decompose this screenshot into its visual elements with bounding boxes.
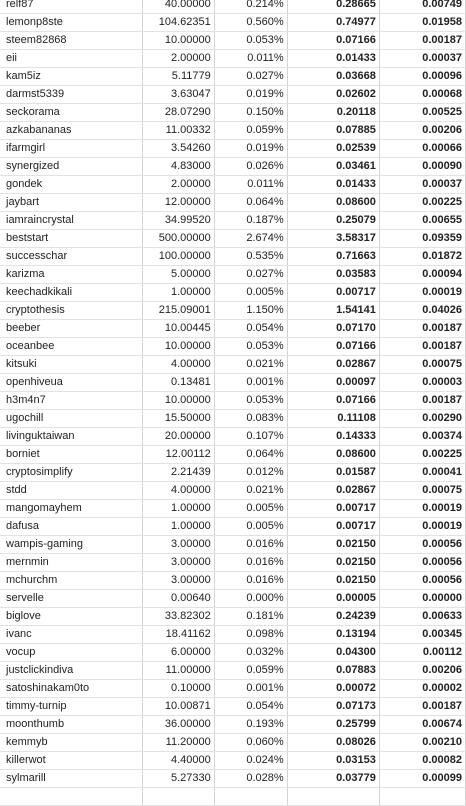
share-percent-cell[interactable]: 0.000% [214, 590, 287, 608]
table-row[interactable] [0, 536, 466, 554]
value-b-cell[interactable]: 0.00225 [379, 446, 465, 464]
value-b-cell[interactable]: 0.00187 [379, 320, 465, 338]
amount-cell[interactable] [142, 788, 214, 806]
table-row[interactable] [0, 626, 466, 644]
share-percent-cell[interactable]: 0.053% [214, 32, 287, 50]
value-b-cell[interactable]: 0.00019 [379, 500, 465, 518]
table-row[interactable] [0, 482, 466, 500]
table-row[interactable] [0, 122, 466, 140]
value-b-cell[interactable] [379, 788, 465, 806]
amount-cell[interactable]: 4.83000 [142, 158, 214, 176]
account-cell[interactable]: kam5iz [0, 68, 142, 86]
value-b-cell[interactable]: 0.00041 [379, 464, 465, 482]
value-b-cell[interactable]: 0.00290 [379, 410, 465, 428]
value-b-cell[interactable]: 0.00525 [379, 104, 465, 122]
table-row[interactable] [0, 554, 466, 572]
table-row[interactable] [0, 410, 466, 428]
table-row[interactable] [0, 734, 466, 752]
value-a-cell[interactable]: 0.25079 [287, 212, 379, 230]
value-a-cell[interactable]: 0.07166 [287, 392, 379, 410]
value-a-cell[interactable]: 0.03779 [287, 770, 379, 788]
share-percent-cell[interactable]: 0.187% [214, 212, 287, 230]
amount-cell[interactable]: 2.00000 [142, 50, 214, 68]
account-cell[interactable]: beeber [0, 320, 142, 338]
amount-cell[interactable]: 2.00000 [142, 176, 214, 194]
value-b-cell[interactable]: 0.00633 [379, 608, 465, 626]
account-cell[interactable]: steem82868 [0, 32, 142, 50]
share-percent-cell[interactable]: 0.107% [214, 428, 287, 446]
amount-cell[interactable]: 5.00000 [142, 266, 214, 284]
value-b-cell[interactable]: 0.04026 [379, 302, 465, 320]
table-row[interactable] [0, 500, 466, 518]
value-b-cell[interactable]: 0.00075 [379, 482, 465, 500]
table-row[interactable] [0, 68, 466, 86]
value-a-cell[interactable]: 0.07170 [287, 320, 379, 338]
table-row[interactable] [0, 248, 466, 266]
share-percent-cell[interactable]: 0.214% [214, 0, 287, 14]
value-a-cell[interactable]: 1.54141 [287, 302, 379, 320]
account-cell[interactable]: satoshinakam0to [0, 680, 142, 698]
value-b-cell[interactable]: 0.00674 [379, 716, 465, 734]
value-b-cell[interactable]: 0.00749 [379, 0, 465, 14]
amount-cell[interactable]: 28.07290 [142, 104, 214, 122]
value-a-cell[interactable]: 0.25799 [287, 716, 379, 734]
value-a-cell[interactable]: 0.07166 [287, 32, 379, 50]
value-b-cell[interactable]: 0.00655 [379, 212, 465, 230]
value-a-cell[interactable]: 0.20118 [287, 104, 379, 122]
table-row[interactable] [0, 644, 466, 662]
account-cell[interactable]: synergized [0, 158, 142, 176]
value-b-cell[interactable]: 0.00037 [379, 176, 465, 194]
share-percent-cell[interactable]: 0.054% [214, 698, 287, 716]
value-b-cell[interactable]: 0.00075 [379, 356, 465, 374]
amount-cell[interactable]: 2.21439 [142, 464, 214, 482]
table-row[interactable] [0, 176, 466, 194]
amount-cell[interactable]: 12.00000 [142, 194, 214, 212]
value-a-cell[interactable]: 0.03583 [287, 266, 379, 284]
table-row[interactable] [0, 680, 466, 698]
share-percent-cell[interactable]: 0.016% [214, 536, 287, 554]
value-b-cell[interactable]: 0.00187 [379, 338, 465, 356]
share-percent-cell[interactable]: 0.001% [214, 680, 287, 698]
value-b-cell[interactable]: 0.00002 [379, 680, 465, 698]
account-cell[interactable]: vocup [0, 644, 142, 662]
account-cell[interactable]: iamraincrystal [0, 212, 142, 230]
share-percent-cell[interactable]: 0.064% [214, 446, 287, 464]
value-b-cell[interactable]: 0.00345 [379, 626, 465, 644]
account-cell[interactable]: seckorama [0, 104, 142, 122]
account-cell[interactable]: livinguktaiwan [0, 428, 142, 446]
account-cell[interactable]: kemmyb [0, 734, 142, 752]
amount-cell[interactable]: 0.10000 [142, 680, 214, 698]
account-cell[interactable]: relf87 [0, 0, 142, 14]
share-percent-cell[interactable]: 0.560% [214, 14, 287, 32]
table-row[interactable] [0, 572, 466, 590]
share-percent-cell[interactable]: 0.021% [214, 482, 287, 500]
amount-cell[interactable]: 11.20000 [142, 734, 214, 752]
value-b-cell[interactable]: 0.00019 [379, 284, 465, 302]
amount-cell[interactable]: 0.00640 [142, 590, 214, 608]
amount-cell[interactable]: 40.00000 [142, 0, 214, 14]
amount-cell[interactable]: 33.82302 [142, 608, 214, 626]
amount-cell[interactable]: 11.00000 [142, 662, 214, 680]
account-cell[interactable]: biglove [0, 608, 142, 626]
amount-cell[interactable]: 20.00000 [142, 428, 214, 446]
value-b-cell[interactable]: 0.00037 [379, 50, 465, 68]
account-cell[interactable]: ifarmgirl [0, 140, 142, 158]
table-row[interactable] [0, 32, 466, 50]
value-a-cell[interactable]: 0.02150 [287, 536, 379, 554]
value-b-cell[interactable]: 0.00056 [379, 572, 465, 590]
amount-cell[interactable]: 3.00000 [142, 536, 214, 554]
share-percent-cell[interactable]: 0.027% [214, 68, 287, 86]
value-a-cell[interactable]: 0.03668 [287, 68, 379, 86]
account-cell[interactable]: cryptothesis [0, 302, 142, 320]
share-percent-cell[interactable]: 0.027% [214, 266, 287, 284]
value-b-cell[interactable]: 0.00187 [379, 392, 465, 410]
table-row[interactable] [0, 770, 466, 788]
share-percent-cell[interactable]: 0.005% [214, 284, 287, 302]
value-a-cell[interactable]: 0.00717 [287, 500, 379, 518]
share-percent-cell[interactable]: 2.674% [214, 230, 287, 248]
share-percent-cell[interactable]: 0.011% [214, 176, 287, 194]
amount-cell[interactable]: 5.27330 [142, 770, 214, 788]
value-a-cell[interactable]: 0.00717 [287, 284, 379, 302]
share-percent-cell[interactable]: 0.005% [214, 518, 287, 536]
table-row[interactable] [0, 104, 466, 122]
table-row[interactable] [0, 464, 466, 482]
value-a-cell[interactable]: 0.11108 [287, 410, 379, 428]
amount-cell[interactable]: 215.09001 [142, 302, 214, 320]
account-cell[interactable]: keechadkikali [0, 284, 142, 302]
account-cell[interactable]: cryptosimplify [0, 464, 142, 482]
account-cell[interactable]: dafusa [0, 518, 142, 536]
account-cell[interactable]: mangomayhem [0, 500, 142, 518]
account-cell[interactable]: oceanbee [0, 338, 142, 356]
share-percent-cell[interactable]: 0.083% [214, 410, 287, 428]
account-cell[interactable]: moonthumb [0, 716, 142, 734]
share-percent-cell[interactable]: 0.016% [214, 554, 287, 572]
value-a-cell[interactable]: 0.00005 [287, 590, 379, 608]
account-cell[interactable]: mernmin [0, 554, 142, 572]
account-cell[interactable]: gondek [0, 176, 142, 194]
value-b-cell[interactable]: 0.00112 [379, 644, 465, 662]
value-a-cell[interactable]: 0.03153 [287, 752, 379, 770]
value-b-cell[interactable]: 0.00225 [379, 194, 465, 212]
share-percent-cell[interactable]: 0.019% [214, 86, 287, 104]
table-row[interactable] [0, 140, 466, 158]
value-b-cell[interactable]: 0.00068 [379, 86, 465, 104]
share-percent-cell[interactable]: 0.059% [214, 662, 287, 680]
share-percent-cell[interactable]: 0.053% [214, 392, 287, 410]
account-cell[interactable]: ivanc [0, 626, 142, 644]
amount-cell[interactable]: 4.40000 [142, 752, 214, 770]
share-percent-cell[interactable]: 0.053% [214, 338, 287, 356]
value-b-cell[interactable]: 0.00187 [379, 698, 465, 716]
value-a-cell[interactable]: 0.24239 [287, 608, 379, 626]
table-row[interactable] [0, 356, 466, 374]
value-b-cell[interactable]: 0.00210 [379, 734, 465, 752]
table-row[interactable] [0, 302, 466, 320]
value-a-cell[interactable]: 0.07166 [287, 338, 379, 356]
amount-cell[interactable]: 3.00000 [142, 572, 214, 590]
value-b-cell[interactable]: 0.00056 [379, 554, 465, 572]
amount-cell[interactable]: 1.00000 [142, 518, 214, 536]
value-a-cell[interactable]: 0.01587 [287, 464, 379, 482]
amount-cell[interactable]: 18.41162 [142, 626, 214, 644]
table-row[interactable] [0, 590, 466, 608]
amount-cell[interactable]: 3.00000 [142, 554, 214, 572]
account-cell[interactable]: sylmarill [0, 770, 142, 788]
table-row[interactable] [0, 374, 466, 392]
value-b-cell[interactable]: 0.00066 [379, 140, 465, 158]
share-percent-cell[interactable]: 0.011% [214, 50, 287, 68]
table-row[interactable] [0, 230, 466, 248]
table-row[interactable] [0, 518, 466, 536]
share-percent-cell[interactable]: 0.150% [214, 104, 287, 122]
share-percent-cell[interactable]: 0.005% [214, 500, 287, 518]
value-b-cell[interactable]: 0.00206 [379, 122, 465, 140]
account-cell[interactable]: karizma [0, 266, 142, 284]
value-a-cell[interactable]: 0.01433 [287, 176, 379, 194]
value-a-cell[interactable]: 0.07885 [287, 122, 379, 140]
amount-cell[interactable]: 0.13481 [142, 374, 214, 392]
amount-cell[interactable]: 10.00000 [142, 338, 214, 356]
value-a-cell[interactable]: 0.08026 [287, 734, 379, 752]
share-percent-cell[interactable]: 0.019% [214, 140, 287, 158]
account-cell[interactable]: ugochill [0, 410, 142, 428]
account-cell[interactable] [0, 788, 142, 806]
table-row[interactable] [0, 194, 466, 212]
value-b-cell[interactable]: 0.00090 [379, 158, 465, 176]
value-a-cell[interactable]: 0.02150 [287, 554, 379, 572]
value-b-cell[interactable]: 0.00000 [379, 590, 465, 608]
share-percent-cell[interactable]: 0.193% [214, 716, 287, 734]
amount-cell[interactable]: 100.00000 [142, 248, 214, 266]
table-row[interactable] [0, 14, 466, 32]
amount-cell[interactable]: 1.00000 [142, 500, 214, 518]
amount-cell[interactable]: 4.00000 [142, 356, 214, 374]
amount-cell[interactable]: 10.00871 [142, 698, 214, 716]
account-cell[interactable]: kitsuki [0, 356, 142, 374]
amount-cell[interactable]: 1.00000 [142, 284, 214, 302]
value-a-cell[interactable]: 0.14333 [287, 428, 379, 446]
share-percent-cell[interactable]: 0.026% [214, 158, 287, 176]
amount-cell[interactable]: 10.00445 [142, 320, 214, 338]
account-cell[interactable]: justclickindiva [0, 662, 142, 680]
amount-cell[interactable]: 104.62351 [142, 14, 214, 32]
value-b-cell[interactable]: 0.00206 [379, 662, 465, 680]
table-row[interactable] [0, 788, 466, 806]
share-percent-cell[interactable]: 0.028% [214, 770, 287, 788]
account-cell[interactable]: servelle [0, 590, 142, 608]
value-a-cell[interactable]: 0.08600 [287, 194, 379, 212]
amount-cell[interactable]: 6.00000 [142, 644, 214, 662]
value-a-cell[interactable]: 3.58317 [287, 230, 379, 248]
share-percent-cell[interactable]: 0.012% [214, 464, 287, 482]
value-b-cell[interactable]: 0.09359 [379, 230, 465, 248]
amount-cell[interactable]: 15.50000 [142, 410, 214, 428]
value-b-cell[interactable]: 0.00056 [379, 536, 465, 554]
account-cell[interactable]: borniet [0, 446, 142, 464]
table-row[interactable] [0, 212, 466, 230]
value-b-cell[interactable]: 0.00003 [379, 374, 465, 392]
share-percent-cell[interactable]: 0.098% [214, 626, 287, 644]
account-cell[interactable]: stdd [0, 482, 142, 500]
account-cell[interactable]: beststart [0, 230, 142, 248]
share-percent-cell[interactable]: 1.150% [214, 302, 287, 320]
share-percent-cell[interactable]: 0.060% [214, 734, 287, 752]
table-row[interactable] [0, 608, 466, 626]
value-b-cell[interactable]: 0.01958 [379, 14, 465, 32]
value-a-cell[interactable]: 0.71663 [287, 248, 379, 266]
table-row[interactable] [0, 428, 466, 446]
share-percent-cell[interactable] [214, 788, 287, 806]
value-a-cell[interactable]: 0.00072 [287, 680, 379, 698]
value-b-cell[interactable]: 0.00096 [379, 68, 465, 86]
value-a-cell[interactable]: 0.00097 [287, 374, 379, 392]
account-cell[interactable]: timmy-turnip [0, 698, 142, 716]
value-a-cell[interactable]: 0.02539 [287, 140, 379, 158]
amount-cell[interactable]: 36.00000 [142, 716, 214, 734]
value-a-cell[interactable]: 0.28665 [287, 0, 379, 14]
share-percent-cell[interactable]: 0.016% [214, 572, 287, 590]
table-row[interactable] [0, 86, 466, 104]
value-a-cell[interactable]: 0.02867 [287, 482, 379, 500]
amount-cell[interactable]: 4.00000 [142, 482, 214, 500]
share-percent-cell[interactable]: 0.024% [214, 752, 287, 770]
amount-cell[interactable]: 10.00000 [142, 392, 214, 410]
account-cell[interactable]: h3m4n7 [0, 392, 142, 410]
table-row[interactable] [0, 698, 466, 716]
account-cell[interactable]: lemonp8ste [0, 14, 142, 32]
value-a-cell[interactable]: 0.07173 [287, 698, 379, 716]
table-row[interactable] [0, 320, 466, 338]
amount-cell[interactable]: 11.00332 [142, 122, 214, 140]
value-a-cell[interactable] [287, 788, 379, 806]
table-row[interactable] [0, 446, 466, 464]
table-row[interactable] [0, 0, 466, 14]
share-percent-cell[interactable]: 0.001% [214, 374, 287, 392]
table-row[interactable] [0, 50, 466, 68]
table-row[interactable] [0, 662, 466, 680]
table-row[interactable] [0, 158, 466, 176]
amount-cell[interactable]: 500.00000 [142, 230, 214, 248]
value-a-cell[interactable]: 0.04300 [287, 644, 379, 662]
value-a-cell[interactable]: 0.13194 [287, 626, 379, 644]
share-percent-cell[interactable]: 0.181% [214, 608, 287, 626]
amount-cell[interactable]: 5.11779 [142, 68, 214, 86]
value-b-cell[interactable]: 0.00082 [379, 752, 465, 770]
table-row[interactable] [0, 752, 466, 770]
table-row[interactable] [0, 716, 466, 734]
value-a-cell[interactable]: 0.01433 [287, 50, 379, 68]
account-cell[interactable]: azkabananas [0, 122, 142, 140]
value-b-cell[interactable]: 0.00094 [379, 266, 465, 284]
account-cell[interactable]: openhiveua [0, 374, 142, 392]
share-percent-cell[interactable]: 0.032% [214, 644, 287, 662]
share-percent-cell[interactable]: 0.535% [214, 248, 287, 266]
account-cell[interactable]: eii [0, 50, 142, 68]
value-b-cell[interactable]: 0.01872 [379, 248, 465, 266]
value-b-cell[interactable]: 0.00019 [379, 518, 465, 536]
amount-cell[interactable]: 3.63047 [142, 86, 214, 104]
account-cell[interactable]: mchurchm [0, 572, 142, 590]
share-percent-cell[interactable]: 0.021% [214, 356, 287, 374]
value-a-cell[interactable]: 0.08600 [287, 446, 379, 464]
account-cell[interactable]: darmst5339 [0, 86, 142, 104]
value-a-cell[interactable]: 0.07883 [287, 662, 379, 680]
table-row[interactable] [0, 392, 466, 410]
amount-cell[interactable]: 12.00112 [142, 446, 214, 464]
value-a-cell[interactable]: 0.02867 [287, 356, 379, 374]
value-a-cell[interactable]: 0.74977 [287, 14, 379, 32]
share-percent-cell[interactable]: 0.059% [214, 122, 287, 140]
account-cell[interactable]: successchar [0, 248, 142, 266]
value-a-cell[interactable]: 0.00717 [287, 518, 379, 536]
value-b-cell[interactable]: 0.00187 [379, 32, 465, 50]
amount-cell[interactable]: 34.99520 [142, 212, 214, 230]
amount-cell[interactable]: 10.00000 [142, 32, 214, 50]
table-row[interactable] [0, 266, 466, 284]
account-cell[interactable]: wampis-gaming [0, 536, 142, 554]
value-a-cell[interactable]: 0.02602 [287, 86, 379, 104]
table-row[interactable] [0, 284, 466, 302]
table-row[interactable] [0, 338, 466, 356]
value-b-cell[interactable]: 0.00099 [379, 770, 465, 788]
share-percent-cell[interactable]: 0.054% [214, 320, 287, 338]
account-cell[interactable]: killerwot [0, 752, 142, 770]
account-cell[interactable]: jaybart [0, 194, 142, 212]
amount-cell[interactable]: 3.54260 [142, 140, 214, 158]
value-a-cell[interactable]: 0.02150 [287, 572, 379, 590]
share-percent-cell[interactable]: 0.064% [214, 194, 287, 212]
value-b-cell[interactable]: 0.00374 [379, 428, 465, 446]
value-a-cell[interactable]: 0.03461 [287, 158, 379, 176]
